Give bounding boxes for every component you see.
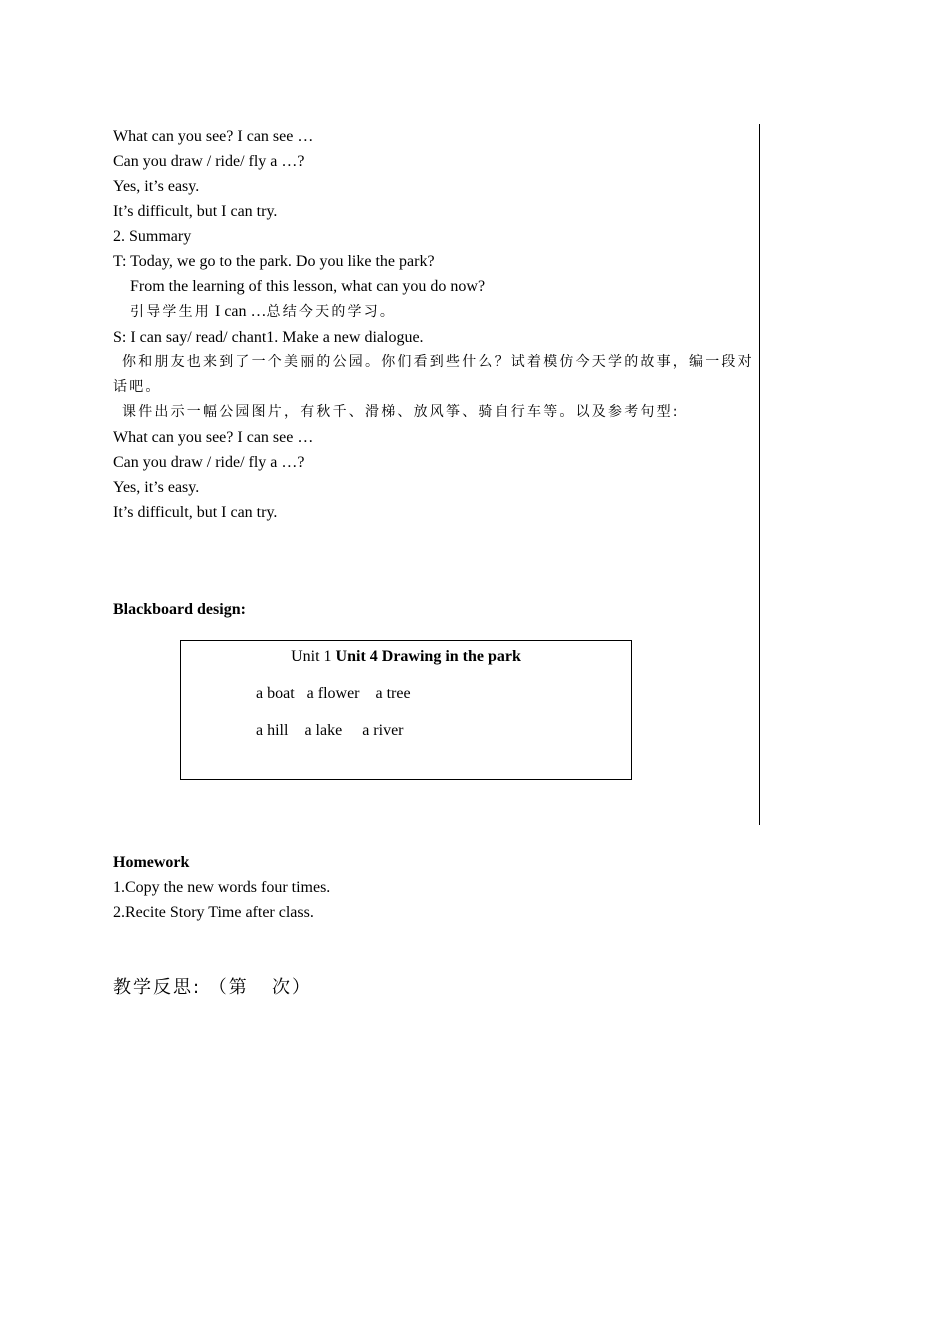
practice-line: Can you draw / ride/ fly a …?: [113, 153, 305, 170]
practice-line: Can you draw / ride/ fly a …?: [113, 454, 305, 471]
blackboard-title: [181, 647, 631, 667]
teacher-followup: From the learning of this lesson, what can you do now?: [130, 278, 486, 295]
blackboard-title-prefix: Unit 1: [291, 648, 336, 665]
blackboard-row: a hill a lake a river: [256, 722, 404, 739]
homework-item: 2.Recite Story Time after class.: [113, 904, 314, 921]
guide-suffix: 总结今天的学习。: [266, 304, 397, 320]
table-right-border: [759, 124, 760, 825]
blackboard-title-bold: Unit 4 Drawing in the park: [335, 648, 521, 665]
teaching-reflection: 教学反思: （第 次）: [113, 977, 312, 998]
guide-line: [113, 299, 758, 325]
summary-heading: 2. Summary: [113, 228, 192, 245]
guide-en: I can …: [215, 303, 267, 320]
courseware-description: 课件出示一幅公园图片，有秋千、滑梯、放风筝、骑自行车等。以及参考句型:: [122, 404, 680, 420]
practice-line: It’s difficult, but I can try.: [113, 203, 278, 220]
practice-line: Yes, it’s easy.: [113, 479, 200, 496]
lesson-steps: [113, 124, 758, 525]
blackboard-box: [180, 640, 632, 780]
blackboard-row: a boat a flower a tree: [256, 685, 411, 702]
homework-heading: Homework: [113, 854, 190, 871]
guide-prefix: 引导学生用: [130, 304, 211, 320]
teacher-line: T: Today, we go to the park. Do you like the park?: [113, 253, 435, 270]
homework-item: 1.Copy the new words four times.: [113, 879, 331, 896]
practice-line: Yes, it’s easy.: [113, 178, 200, 195]
homework-section: [113, 850, 758, 925]
practice-line: It’s difficult, but I can try.: [113, 504, 278, 521]
practice-line: What can you see? I can see …: [113, 429, 314, 446]
blackboard-heading: Blackboard design:: [113, 601, 246, 618]
practice-line: What can you see? I can see …: [113, 128, 314, 145]
student-line: S: I can say/ read/ chant1. Make a new dialogue.: [113, 329, 424, 346]
task-description: 你和朋友也来到了一个美丽的公园。你们看到些什么？试着模仿今天学的故事，编一段对话吧。: [113, 354, 754, 395]
